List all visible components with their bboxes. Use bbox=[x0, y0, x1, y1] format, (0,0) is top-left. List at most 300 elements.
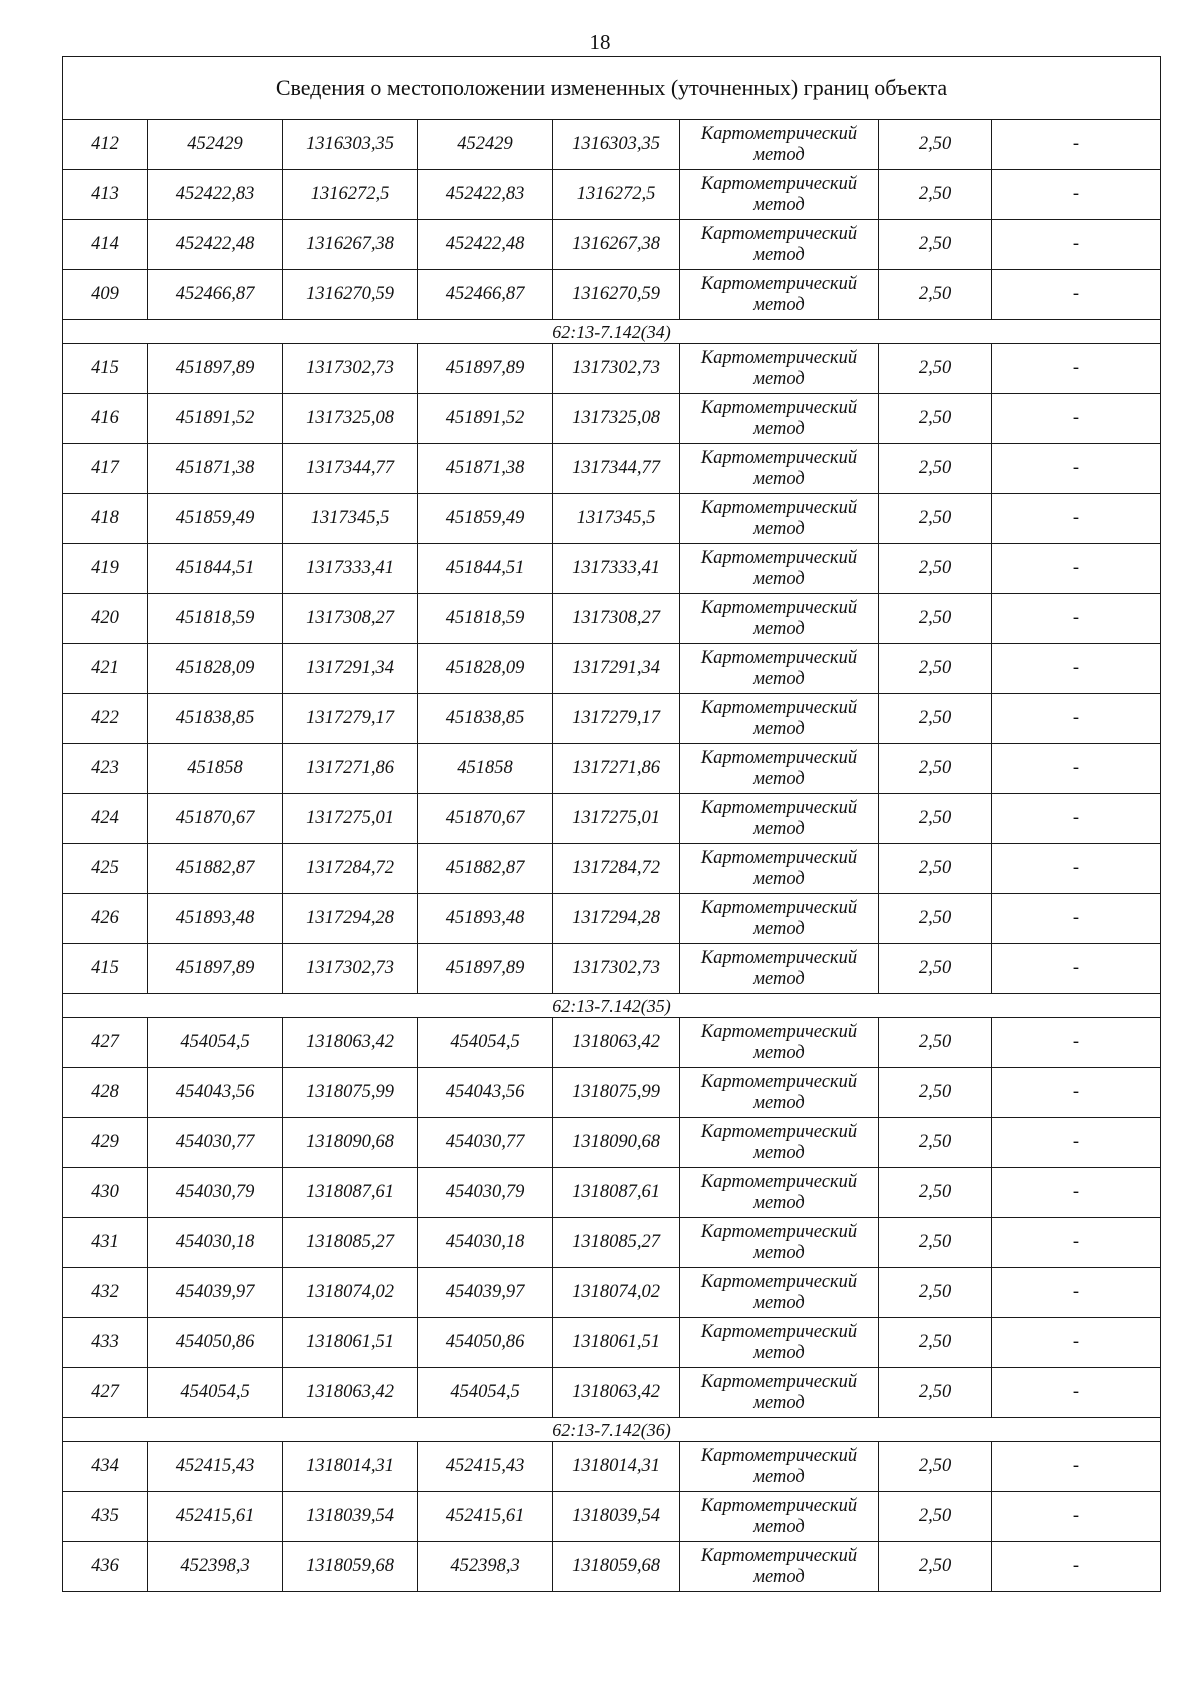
method-line-1: Картометрический bbox=[700, 597, 858, 618]
cell-y-existing: 1318063,42 bbox=[283, 1018, 418, 1068]
cell-point-number: 420 bbox=[63, 594, 148, 644]
cell-y-new: 1318087,61 bbox=[553, 1168, 680, 1218]
cell-description: - bbox=[992, 394, 1161, 444]
cell-y-new: 1317345,5 bbox=[553, 494, 680, 544]
cell-point-number: 412 bbox=[63, 120, 148, 170]
method-line-2: метод bbox=[753, 1392, 805, 1413]
cell-description: - bbox=[992, 1492, 1161, 1542]
cell-y-existing: 1318087,61 bbox=[283, 1168, 418, 1218]
section-header-row bbox=[63, 994, 1161, 1018]
cell-method bbox=[680, 1368, 879, 1418]
cell-method bbox=[680, 744, 879, 794]
method-line-2: метод bbox=[753, 1242, 805, 1263]
cell-method bbox=[680, 1068, 879, 1118]
cell-x-existing: 451871,38 bbox=[148, 444, 283, 494]
table-row bbox=[63, 220, 1161, 270]
cell-x-new: 451891,52 bbox=[418, 394, 553, 444]
cell-point-number: 416 bbox=[63, 394, 148, 444]
cell-x-new: 452422,48 bbox=[418, 220, 553, 270]
cell-x-existing: 454043,56 bbox=[148, 1068, 283, 1118]
method-line-1: Картометрический bbox=[700, 223, 858, 244]
table-row bbox=[63, 394, 1161, 444]
table-row bbox=[63, 744, 1161, 794]
cell-x-existing: 454054,5 bbox=[148, 1368, 283, 1418]
table-title-row bbox=[63, 57, 1161, 120]
cell-x-existing: 452398,3 bbox=[148, 1542, 283, 1592]
cell-x-new: 452429 bbox=[418, 120, 553, 170]
method-line-1: Картометрический bbox=[700, 173, 858, 194]
method-line-2: метод bbox=[753, 468, 805, 489]
cell-precision: 2,50 bbox=[879, 444, 992, 494]
cell-precision: 2,50 bbox=[879, 1492, 992, 1542]
cell-point-number: 427 bbox=[63, 1018, 148, 1068]
cell-method bbox=[680, 944, 879, 994]
cell-description: - bbox=[992, 444, 1161, 494]
cell-y-new: 1318063,42 bbox=[553, 1018, 680, 1068]
cell-x-new: 454043,56 bbox=[418, 1068, 553, 1118]
cell-x-new: 454030,18 bbox=[418, 1218, 553, 1268]
method-line-1: Картометрический bbox=[700, 1171, 858, 1192]
cell-precision: 2,50 bbox=[879, 744, 992, 794]
cell-method bbox=[680, 894, 879, 944]
method-line-2: метод bbox=[753, 194, 805, 215]
cell-description: - bbox=[992, 494, 1161, 544]
cell-precision: 2,50 bbox=[879, 694, 992, 744]
cell-x-new: 451897,89 bbox=[418, 344, 553, 394]
cell-point-number: 424 bbox=[63, 794, 148, 844]
cell-y-existing: 1317284,72 bbox=[283, 844, 418, 894]
table-row bbox=[63, 1492, 1161, 1542]
cell-method bbox=[680, 594, 879, 644]
method-line-1: Картометрический bbox=[700, 947, 858, 968]
cell-point-number: 414 bbox=[63, 220, 148, 270]
cell-x-new: 451844,51 bbox=[418, 544, 553, 594]
cell-x-existing: 454050,86 bbox=[148, 1318, 283, 1368]
cell-x-new: 451858 bbox=[418, 744, 553, 794]
cell-y-new: 1317344,77 bbox=[553, 444, 680, 494]
cell-description: - bbox=[992, 594, 1161, 644]
cell-x-new: 454030,77 bbox=[418, 1118, 553, 1168]
table-row bbox=[63, 120, 1161, 170]
cell-description: - bbox=[992, 170, 1161, 220]
cell-description: - bbox=[992, 1318, 1161, 1368]
cell-y-new: 1316267,38 bbox=[553, 220, 680, 270]
cell-point-number: 425 bbox=[63, 844, 148, 894]
cell-y-existing: 1317302,73 bbox=[283, 944, 418, 994]
method-line-2: метод bbox=[753, 1566, 805, 1587]
method-line-1: Картометрический bbox=[700, 1271, 858, 1292]
method-line-1: Картометрический bbox=[700, 1121, 858, 1142]
cell-x-new: 452466,87 bbox=[418, 270, 553, 320]
method-line-2: метод bbox=[753, 718, 805, 739]
method-line-1: Картометрический bbox=[700, 547, 858, 568]
cell-y-new: 1316270,59 bbox=[553, 270, 680, 320]
cell-precision: 2,50 bbox=[879, 270, 992, 320]
cell-point-number: 432 bbox=[63, 1268, 148, 1318]
cell-x-existing: 451870,67 bbox=[148, 794, 283, 844]
table-row bbox=[63, 594, 1161, 644]
cell-x-new: 451818,59 bbox=[418, 594, 553, 644]
cell-y-existing: 1317271,86 bbox=[283, 744, 418, 794]
cell-point-number: 429 bbox=[63, 1118, 148, 1168]
cell-y-existing: 1317333,41 bbox=[283, 544, 418, 594]
table-row bbox=[63, 794, 1161, 844]
table-row bbox=[63, 1268, 1161, 1318]
method-line-1: Картометрический bbox=[700, 847, 858, 868]
cell-method bbox=[680, 544, 879, 594]
cell-description: - bbox=[992, 1368, 1161, 1418]
cell-x-new: 451859,49 bbox=[418, 494, 553, 544]
cell-point-number: 436 bbox=[63, 1542, 148, 1592]
cell-x-existing: 452422,48 bbox=[148, 220, 283, 270]
cell-description: - bbox=[992, 1018, 1161, 1068]
cell-precision: 2,50 bbox=[879, 120, 992, 170]
cell-y-new: 1318085,27 bbox=[553, 1218, 680, 1268]
method-line-1: Картометрический bbox=[700, 123, 858, 144]
cell-x-new: 451871,38 bbox=[418, 444, 553, 494]
cell-description: - bbox=[992, 1442, 1161, 1492]
cell-method bbox=[680, 344, 879, 394]
method-line-1: Картометрический bbox=[700, 447, 858, 468]
cell-y-existing: 1317345,5 bbox=[283, 494, 418, 544]
cell-x-existing: 451859,49 bbox=[148, 494, 283, 544]
cell-x-existing: 451818,59 bbox=[148, 594, 283, 644]
method-line-1: Картометрический bbox=[700, 897, 858, 918]
method-line-2: метод bbox=[753, 768, 805, 789]
cell-precision: 2,50 bbox=[879, 344, 992, 394]
cell-x-existing: 451858 bbox=[148, 744, 283, 794]
cell-point-number: 418 bbox=[63, 494, 148, 544]
method-line-2: метод bbox=[753, 1042, 805, 1063]
method-line-1: Картометрический bbox=[700, 347, 858, 368]
cell-y-new: 1317279,17 bbox=[553, 694, 680, 744]
cell-precision: 2,50 bbox=[879, 220, 992, 270]
cell-y-existing: 1316272,5 bbox=[283, 170, 418, 220]
cell-y-new: 1318061,51 bbox=[553, 1318, 680, 1368]
cell-precision: 2,50 bbox=[879, 1018, 992, 1068]
cell-x-new: 451870,67 bbox=[418, 794, 553, 844]
cell-y-existing: 1318075,99 bbox=[283, 1068, 418, 1118]
method-line-1: Картометрический bbox=[700, 1495, 858, 1516]
cell-y-new: 1318074,02 bbox=[553, 1268, 680, 1318]
method-line-2: метод bbox=[753, 1516, 805, 1537]
cell-description: - bbox=[992, 794, 1161, 844]
cell-x-new: 451882,87 bbox=[418, 844, 553, 894]
method-line-1: Картометрический bbox=[700, 497, 858, 518]
cell-precision: 2,50 bbox=[879, 844, 992, 894]
table-row bbox=[63, 844, 1161, 894]
cell-point-number: 422 bbox=[63, 694, 148, 744]
cell-description: - bbox=[992, 644, 1161, 694]
cell-precision: 2,50 bbox=[879, 794, 992, 844]
cell-description: - bbox=[992, 744, 1161, 794]
cell-point-number: 415 bbox=[63, 944, 148, 994]
cell-method bbox=[680, 170, 879, 220]
cell-point-number: 421 bbox=[63, 644, 148, 694]
cell-y-new: 1317325,08 bbox=[553, 394, 680, 444]
cell-y-existing: 1316303,35 bbox=[283, 120, 418, 170]
cell-point-number: 419 bbox=[63, 544, 148, 594]
method-line-2: метод bbox=[753, 668, 805, 689]
method-line-2: метод bbox=[753, 1142, 805, 1163]
boundary-coordinates-table bbox=[62, 56, 1161, 1592]
cell-precision: 2,50 bbox=[879, 1442, 992, 1492]
table-row bbox=[63, 1218, 1161, 1268]
cell-x-new: 454054,5 bbox=[418, 1018, 553, 1068]
cell-precision: 2,50 bbox=[879, 1168, 992, 1218]
cell-y-new: 1318063,42 bbox=[553, 1368, 680, 1418]
table-row bbox=[63, 270, 1161, 320]
cell-y-existing: 1318039,54 bbox=[283, 1492, 418, 1542]
cell-y-new: 1317284,72 bbox=[553, 844, 680, 894]
cell-method bbox=[680, 1168, 879, 1218]
cell-description: - bbox=[992, 694, 1161, 744]
cell-x-existing: 451838,85 bbox=[148, 694, 283, 744]
cell-precision: 2,50 bbox=[879, 644, 992, 694]
method-line-2: метод bbox=[753, 244, 805, 265]
cell-y-existing: 1317302,73 bbox=[283, 344, 418, 394]
cell-point-number: 413 bbox=[63, 170, 148, 220]
cell-y-existing: 1317279,17 bbox=[283, 694, 418, 744]
method-line-1: Картометрический bbox=[700, 1371, 858, 1392]
method-line-1: Картометрический bbox=[700, 797, 858, 818]
cell-method bbox=[680, 220, 879, 270]
cell-y-new: 1318039,54 bbox=[553, 1492, 680, 1542]
cell-description: - bbox=[992, 270, 1161, 320]
method-line-2: метод bbox=[753, 618, 805, 639]
cell-x-existing: 454030,18 bbox=[148, 1218, 283, 1268]
cell-description: - bbox=[992, 894, 1161, 944]
cell-x-existing: 451828,09 bbox=[148, 644, 283, 694]
cell-x-existing: 454054,5 bbox=[148, 1018, 283, 1068]
method-line-2: метод bbox=[753, 568, 805, 589]
cell-y-new: 1317271,86 bbox=[553, 744, 680, 794]
cell-description: - bbox=[992, 344, 1161, 394]
method-line-1: Картометрический bbox=[700, 697, 858, 718]
section-cadastral-number: 62:13-7.142(34) bbox=[63, 320, 1161, 344]
cell-method bbox=[680, 1442, 879, 1492]
method-line-2: метод bbox=[753, 1092, 805, 1113]
cell-method bbox=[680, 1268, 879, 1318]
cell-y-new: 1317308,27 bbox=[553, 594, 680, 644]
cell-precision: 2,50 bbox=[879, 594, 992, 644]
section-cadastral-number: 62:13-7.142(35) bbox=[63, 994, 1161, 1018]
cell-point-number: 434 bbox=[63, 1442, 148, 1492]
cell-precision: 2,50 bbox=[879, 1268, 992, 1318]
section-header-row bbox=[63, 320, 1161, 344]
cell-point-number: 426 bbox=[63, 894, 148, 944]
cell-x-existing: 452415,61 bbox=[148, 1492, 283, 1542]
cell-description: - bbox=[992, 1218, 1161, 1268]
cell-x-existing: 452466,87 bbox=[148, 270, 283, 320]
cell-method bbox=[680, 694, 879, 744]
cell-y-new: 1317294,28 bbox=[553, 894, 680, 944]
method-line-2: метод bbox=[753, 1342, 805, 1363]
cell-x-existing: 451882,87 bbox=[148, 844, 283, 894]
table-row bbox=[63, 344, 1161, 394]
cell-y-new: 1318075,99 bbox=[553, 1068, 680, 1118]
method-line-2: метод bbox=[753, 144, 805, 165]
cell-x-existing: 451844,51 bbox=[148, 544, 283, 594]
cell-x-new: 452398,3 bbox=[418, 1542, 553, 1592]
table-title: Сведения о местоположении измененных (уточненных) границ объекта bbox=[63, 57, 1161, 120]
cell-x-new: 451897,89 bbox=[418, 944, 553, 994]
cell-precision: 2,50 bbox=[879, 544, 992, 594]
cell-precision: 2,50 bbox=[879, 944, 992, 994]
cell-precision: 2,50 bbox=[879, 1118, 992, 1168]
cell-point-number: 433 bbox=[63, 1318, 148, 1368]
method-line-2: метод bbox=[753, 518, 805, 539]
cell-precision: 2,50 bbox=[879, 494, 992, 544]
cell-y-existing: 1318090,68 bbox=[283, 1118, 418, 1168]
cell-precision: 2,50 bbox=[879, 894, 992, 944]
table-row bbox=[63, 1118, 1161, 1168]
section-cadastral-number: 62:13-7.142(36) bbox=[63, 1418, 1161, 1442]
cell-description: - bbox=[992, 844, 1161, 894]
cell-description: - bbox=[992, 220, 1161, 270]
cell-description: - bbox=[992, 1118, 1161, 1168]
table-row bbox=[63, 494, 1161, 544]
cell-description: - bbox=[992, 1068, 1161, 1118]
cell-x-existing: 451897,89 bbox=[148, 944, 283, 994]
cell-point-number: 431 bbox=[63, 1218, 148, 1268]
cell-precision: 2,50 bbox=[879, 1542, 992, 1592]
method-line-1: Картометрический bbox=[700, 647, 858, 668]
table-row bbox=[63, 444, 1161, 494]
cell-x-new: 452415,61 bbox=[418, 1492, 553, 1542]
cell-method bbox=[680, 1542, 879, 1592]
cell-x-existing: 451893,48 bbox=[148, 894, 283, 944]
cell-y-existing: 1316270,59 bbox=[283, 270, 418, 320]
cell-x-new: 454039,97 bbox=[418, 1268, 553, 1318]
cell-y-existing: 1318061,51 bbox=[283, 1318, 418, 1368]
method-line-2: метод bbox=[753, 868, 805, 889]
cell-point-number: 430 bbox=[63, 1168, 148, 1218]
cell-description: - bbox=[992, 1268, 1161, 1318]
cell-description: - bbox=[992, 120, 1161, 170]
method-line-2: метод bbox=[753, 418, 805, 439]
table-row bbox=[63, 694, 1161, 744]
cell-y-existing: 1317344,77 bbox=[283, 444, 418, 494]
cell-x-new: 452422,83 bbox=[418, 170, 553, 220]
cell-method bbox=[680, 644, 879, 694]
method-line-2: метод bbox=[753, 294, 805, 315]
cell-y-existing: 1318085,27 bbox=[283, 1218, 418, 1268]
cell-x-existing: 454030,77 bbox=[148, 1118, 283, 1168]
method-line-1: Картометрический bbox=[700, 1445, 858, 1466]
method-line-2: метод bbox=[753, 1466, 805, 1487]
cell-x-existing: 454039,97 bbox=[148, 1268, 283, 1318]
table-row bbox=[63, 1018, 1161, 1068]
cell-y-existing: 1318074,02 bbox=[283, 1268, 418, 1318]
table-row bbox=[63, 1068, 1161, 1118]
cell-method bbox=[680, 844, 879, 894]
cell-x-new: 454030,79 bbox=[418, 1168, 553, 1218]
method-line-2: метод bbox=[753, 968, 805, 989]
cell-x-existing: 454030,79 bbox=[148, 1168, 283, 1218]
cell-x-new: 451893,48 bbox=[418, 894, 553, 944]
method-line-1: Картометрический bbox=[700, 1545, 858, 1566]
table-row bbox=[63, 1542, 1161, 1592]
cell-method bbox=[680, 1118, 879, 1168]
cell-x-existing: 452422,83 bbox=[148, 170, 283, 220]
method-line-1: Картометрический bbox=[700, 747, 858, 768]
cell-method bbox=[680, 1492, 879, 1542]
cell-x-new: 454050,86 bbox=[418, 1318, 553, 1368]
cell-method bbox=[680, 1318, 879, 1368]
cell-x-existing: 452415,43 bbox=[148, 1442, 283, 1492]
method-line-1: Картометрический bbox=[700, 1021, 858, 1042]
cell-method bbox=[680, 494, 879, 544]
cell-description: - bbox=[992, 1168, 1161, 1218]
cell-point-number: 427 bbox=[63, 1368, 148, 1418]
cell-description: - bbox=[992, 944, 1161, 994]
cell-precision: 2,50 bbox=[879, 1318, 992, 1368]
cell-precision: 2,50 bbox=[879, 170, 992, 220]
cell-y-new: 1318059,68 bbox=[553, 1542, 680, 1592]
method-line-2: метод bbox=[753, 818, 805, 839]
cell-method bbox=[680, 1218, 879, 1268]
table-row bbox=[63, 644, 1161, 694]
table-row bbox=[63, 1442, 1161, 1492]
cell-point-number: 428 bbox=[63, 1068, 148, 1118]
cell-precision: 2,50 bbox=[879, 1218, 992, 1268]
table-row bbox=[63, 894, 1161, 944]
cell-y-existing: 1317308,27 bbox=[283, 594, 418, 644]
cell-x-existing: 451891,52 bbox=[148, 394, 283, 444]
cell-y-existing: 1317325,08 bbox=[283, 394, 418, 444]
cell-x-existing: 451897,89 bbox=[148, 344, 283, 394]
table-row bbox=[63, 944, 1161, 994]
cell-method bbox=[680, 444, 879, 494]
table-row bbox=[63, 1168, 1161, 1218]
table-row bbox=[63, 544, 1161, 594]
cell-y-new: 1316272,5 bbox=[553, 170, 680, 220]
cell-method bbox=[680, 394, 879, 444]
cell-y-new: 1316303,35 bbox=[553, 120, 680, 170]
cell-y-new: 1318090,68 bbox=[553, 1118, 680, 1168]
cell-method bbox=[680, 1018, 879, 1068]
table-row bbox=[63, 1318, 1161, 1368]
cell-y-existing: 1318059,68 bbox=[283, 1542, 418, 1592]
cell-method bbox=[680, 794, 879, 844]
cell-precision: 2,50 bbox=[879, 394, 992, 444]
table-row bbox=[63, 170, 1161, 220]
cell-y-new: 1317291,34 bbox=[553, 644, 680, 694]
cell-x-new: 454054,5 bbox=[418, 1368, 553, 1418]
page-number: 18 bbox=[589, 30, 611, 54]
cell-x-new: 452415,43 bbox=[418, 1442, 553, 1492]
cell-description: - bbox=[992, 1542, 1161, 1592]
method-line-2: метод bbox=[753, 368, 805, 389]
cell-y-new: 1317275,01 bbox=[553, 794, 680, 844]
cell-y-new: 1317302,73 bbox=[553, 944, 680, 994]
cell-x-new: 451828,09 bbox=[418, 644, 553, 694]
cell-y-existing: 1317294,28 bbox=[283, 894, 418, 944]
method-line-1: Картометрический bbox=[700, 1221, 858, 1242]
cell-point-number: 409 bbox=[63, 270, 148, 320]
cell-y-new: 1318014,31 bbox=[553, 1442, 680, 1492]
cell-point-number: 417 bbox=[63, 444, 148, 494]
method-line-2: метод bbox=[753, 1192, 805, 1213]
method-line-1: Картометрический bbox=[700, 1071, 858, 1092]
cell-y-existing: 1318063,42 bbox=[283, 1368, 418, 1418]
method-line-1: Картометрический bbox=[700, 397, 858, 418]
cell-x-existing: 452429 bbox=[148, 120, 283, 170]
cell-point-number: 423 bbox=[63, 744, 148, 794]
section-header-row bbox=[63, 1418, 1161, 1442]
cell-description: - bbox=[992, 544, 1161, 594]
